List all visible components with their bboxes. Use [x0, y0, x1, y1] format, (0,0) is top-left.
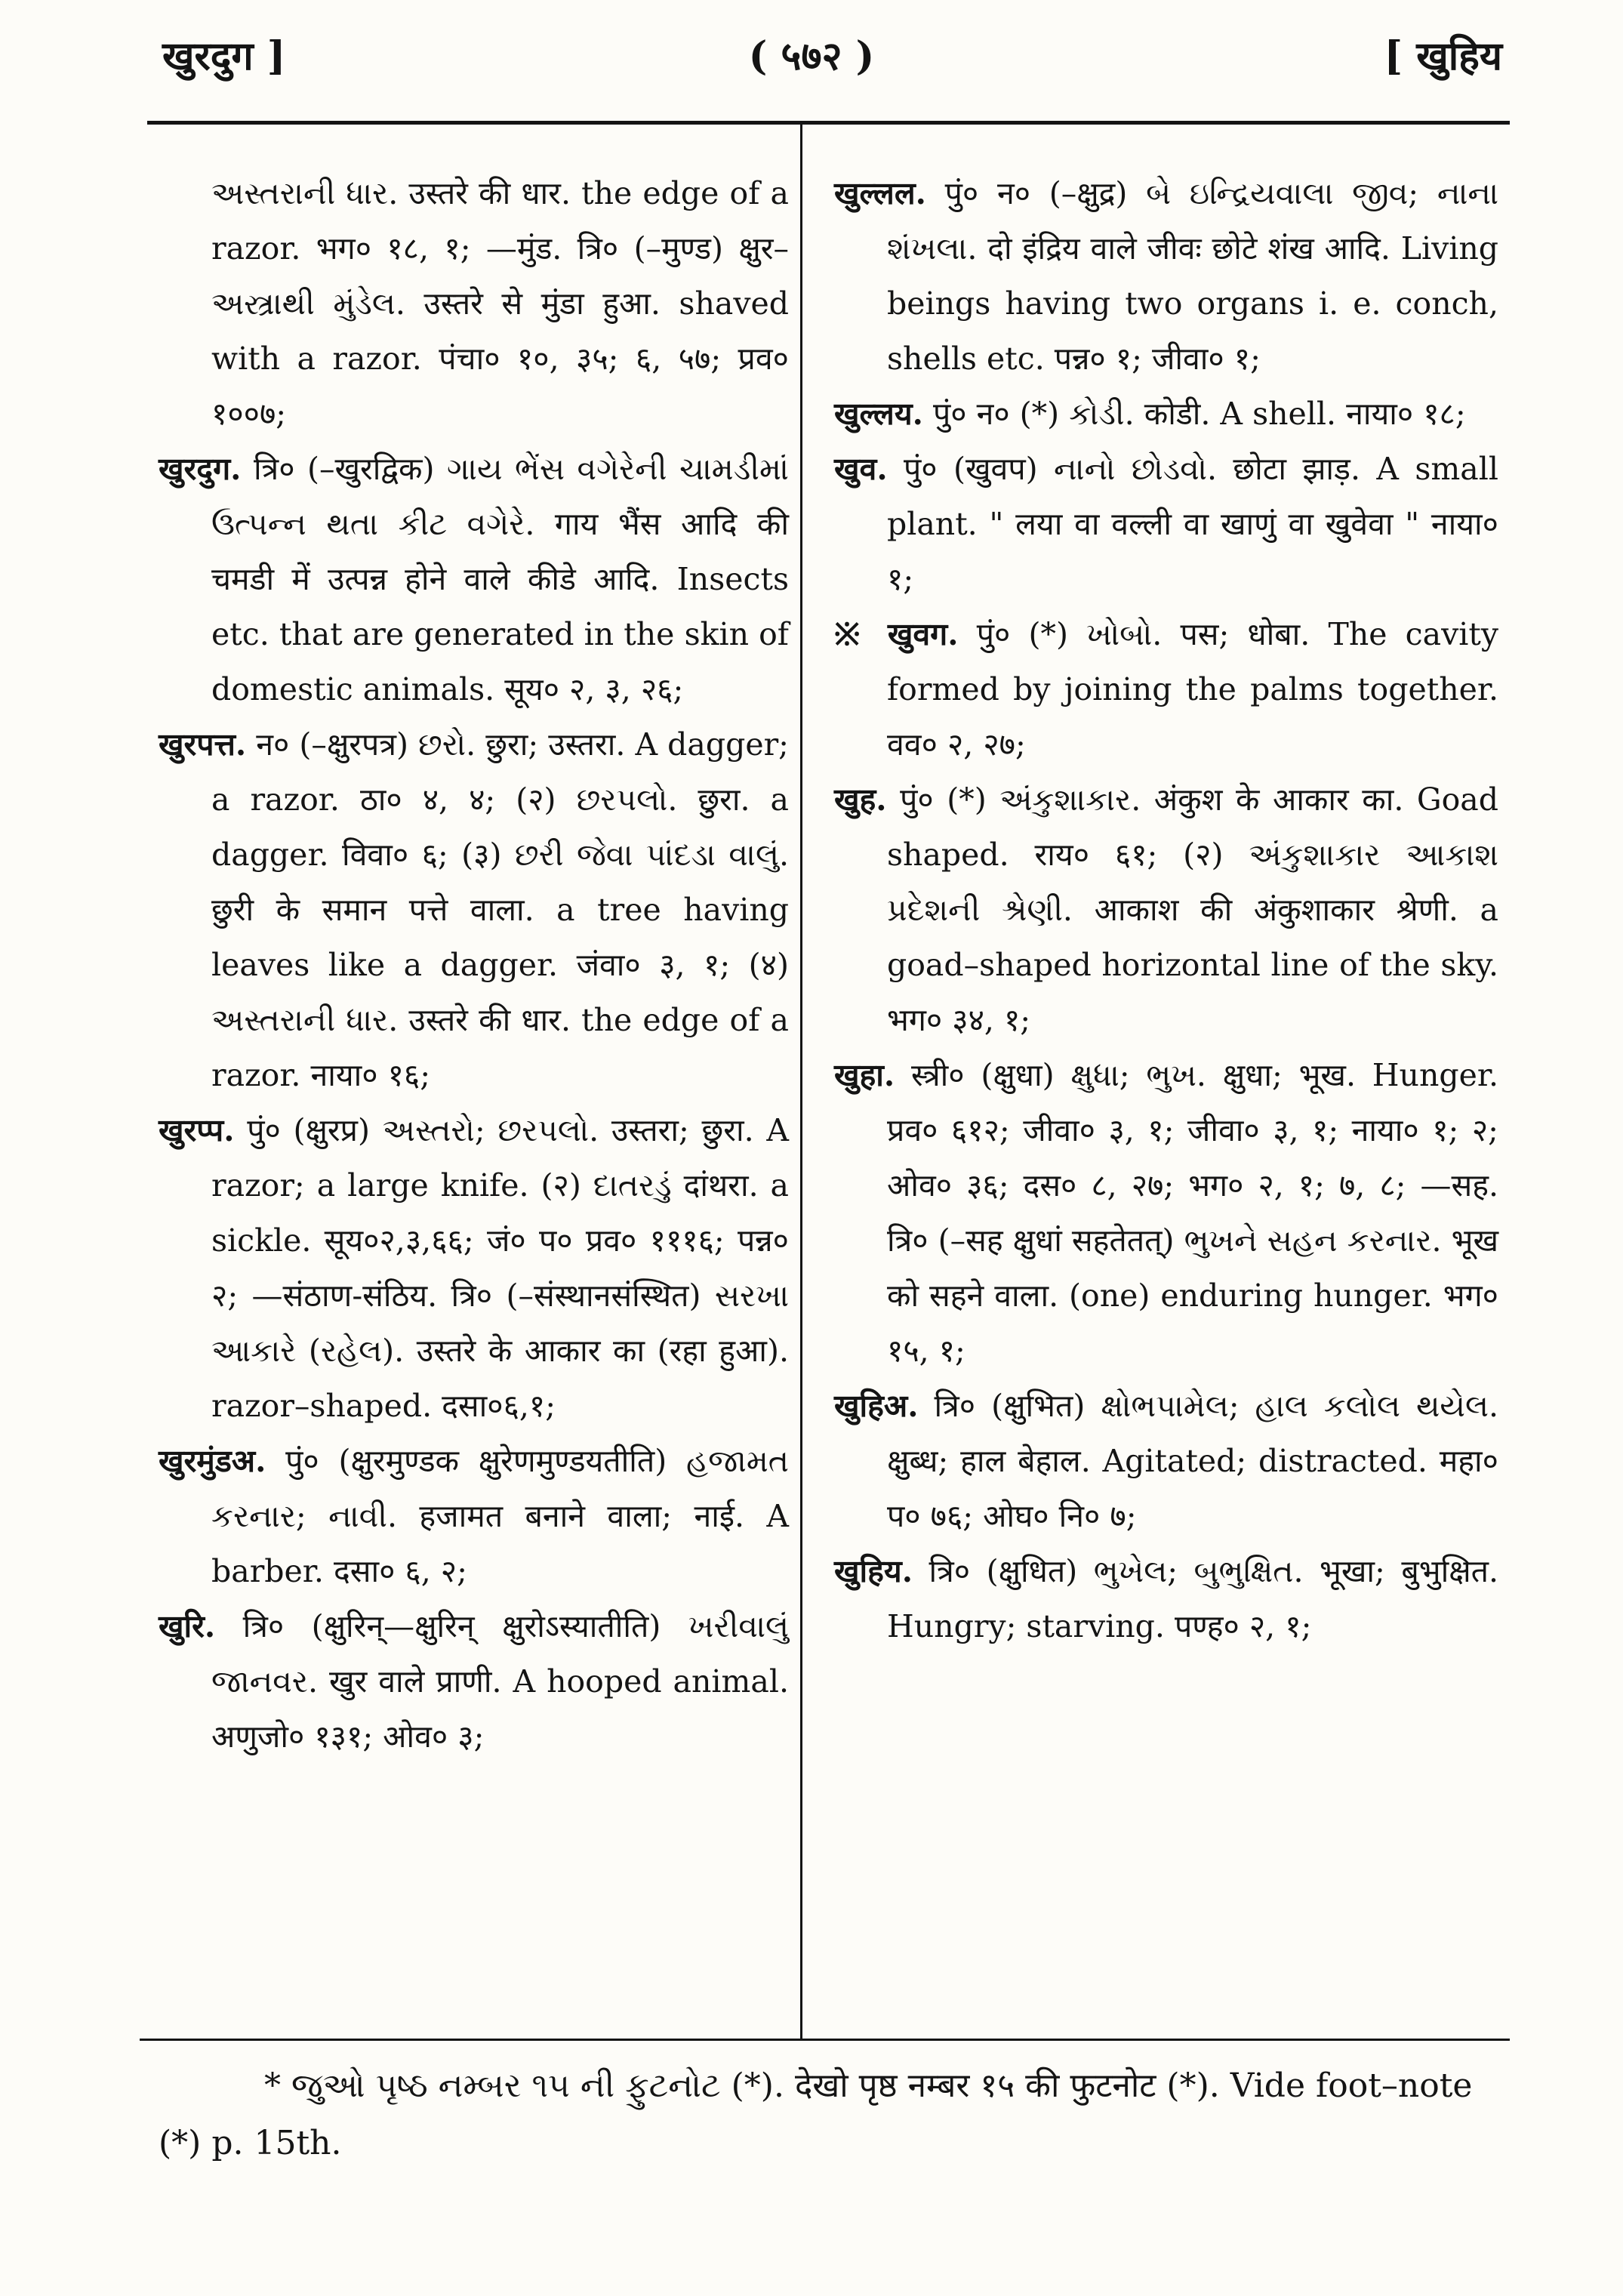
entry-headword: खुरप्प. [159, 1112, 235, 1148]
entry-headword: खुहिय. [834, 1553, 913, 1589]
page-number: ( ५७२ ) [748, 33, 875, 79]
dictionary-entry [834, 1544, 1498, 1654]
right-column [834, 166, 1498, 1654]
entry-text: त्रि० (क्षुभित) ક્ષોભપામેલ; હાલ કલોલ થયેલ. क्षुब्ध; हाल बेहाल. Agitated; distracted. महा० प० ७६; ओघ० नि० ७; [887, 1388, 1498, 1534]
header-right-guideword: [ खुहिय [1384, 33, 1502, 79]
footnote: * જુઓ પૃષ્ઠ નમ્બર ૧૫ ની ફુટનોટ (*). देखो पृष्ठ नम्बर १५ की फुटनोट (*). Vide foot–note (*) p. 15th. [159, 2066, 1473, 2162]
entry-headword: खुरदुग. [159, 451, 242, 487]
entry-text: पुं० न० (–क्षुद्र) બે ઇન્દ્રિયવાલા જીવ; નાના શંખલા. दो इंद्रिय वाले जीवः छोटे शंख आदि. Living beings having two organs i. e. conch, shells etc. पन्न० १; जीवा० १; [887, 175, 1498, 377]
dictionary-entry [159, 442, 789, 717]
entry-text: અસ્તરાની ધાર. उस्तरे की धार. the edge of a razor. भग० १८, १; —मुंड. त्रि० (–मुण्ड) क्षुर–અસ્ત્રાથી મુંડેલ. उस्तरे से मुंडा हुआ. shaved with a razor. पंचा० १०, ३५; ६, ५७; प्रव० १००७; [211, 175, 789, 432]
entry-text: न० (–क्षुरपत्र) છરો. छुरा; उस्तरा. A dagger; a razor. ठा० ४, ४; (२) છરપલો. छुरा. a dagger. विवा० ६; (३) છરી જેવા પાંદડા વાલું. छुरी के समान पत्ते वाला. a tree having leaves like a dagger. जंवा० ३, १; (४) અસ્તરાની ધાર. उस्तरे की धार. the edge of a razor. नाया० १६; [211, 726, 789, 1093]
dictionary-entry [834, 387, 1498, 442]
entry-text: त्रि० (–खुरद्विक) ગાય ભેંસ વગેરેની ચામડીમાં ઉત્પન્ન થતા કીટ વગેરે. गाय भैंस आदि की चमडी में उत्पन्न होने वाले कीडे आदि. Insects etc. that are generated in the skin of domestic animals. सूय० २, ३, २६; [211, 451, 789, 707]
entry-text: पुं० (क्षुरमुण्डक क्षुरेणमुण्डयतीति) હજામત કરનાર; નાવી. हजामत बनाने वाला; नाई. A barber. दसा० ६, २; [211, 1443, 789, 1589]
entry-headword: खुव. [834, 451, 888, 487]
entry-headword: खुरपत्त. [159, 726, 247, 763]
dictionary-entry [834, 1048, 1498, 1379]
entry-headword: खुहिअ. [834, 1388, 919, 1424]
entry-headword: खुरि. [159, 1608, 216, 1644]
entry-text: त्रि० (क्षुरिन्—क्षुरिन् क्षुरोऽस्यातीति) ખરીવાલું જાનવર. खुर वाले प्राणी. A hooped animal. अणुजो० १३१; ओव० ३; [211, 1608, 789, 1755]
dictionary-entry [159, 1434, 789, 1599]
entry-text: पुं० (*) ખોબો. पस; धोबा. The cavity formed by joining the palms together. वव० २, २७; [887, 616, 1498, 763]
dictionary-entry [159, 1599, 789, 1764]
dictionary-entry [159, 166, 789, 442]
entry-headword: खुल्लय. [834, 396, 923, 432]
dictionary-entry [834, 607, 1498, 772]
footnote-rule [140, 2039, 1510, 2041]
dictionary-entry [159, 717, 789, 1103]
dictionary-entry [834, 166, 1498, 387]
dictionary-entry [159, 1103, 789, 1434]
entry-text: त्रि० (क्षुधित) ભુખેલ; બુભુક્ષિત. भूखा; बुभुक्षित. Hungry; starving. पण्ह० २, १; [887, 1553, 1498, 1644]
entry-headword: खुहा. [834, 1057, 895, 1093]
left-column [159, 166, 789, 1764]
dictionary-entry [834, 442, 1498, 607]
entry-headword: खुरमुंडअ. [159, 1443, 266, 1479]
entry-text: पुं० (क्षुरप्र) અસ્તરો; છરપલો. उस्तरा; छुरा. A razor; a large knife. (२) દાતરડું दांथरा. a sickle. सूय०२,३,६६; जं० प० प्रव० १११६; पन्न० २; —संठाण-संठिय. त्रि० (–संस्थानसंस्थित) સરખા આકારે (રહેલ). उस्तरे के आकार का (रहा हुआ). razor–shaped. दसा०६,१; [211, 1112, 789, 1424]
entry-headword: खुह. [834, 781, 887, 818]
entry-text: पुं० (*) અંકુશાકાર. अंकुश के आकार का. Goad shaped. राय० ६१; (२) અંકુશાકાર આકાશ પ્રદેશની શ્રેણી. आकाश की अंकुशाकार श्रेणी. a goad–shaped horizontal line of the sky. भग० ३४, १; [887, 781, 1498, 1038]
entry-headword: खुल्लल. [834, 175, 926, 211]
entry-text: स्त्री० (क्षुधा) ક્ષુધા; ભુખ. क्षुधा; भूख. Hunger. प्रव० ६१२; जीवा० ३, १; जीवा० ३, १; नाया० १; २; ओव० ३६; दस० ८, २७; भग० २, १; ७, ८; —सह. त्रि० (–सह क्षुधां सहतेतत्) ભુખને સહન કરનાર. भूख को सहने वाला. (one) enduring hunger. भग० १५, १; [887, 1057, 1498, 1369]
header-rule [147, 121, 1510, 125]
entry-text: पुं० न० (*) કોડી. कोडी. A shell. नाया० १८; [932, 396, 1466, 432]
dictionary-entry [834, 772, 1498, 1048]
column-divider [800, 125, 802, 2039]
dictionary-entry [834, 1379, 1498, 1544]
entry-text: पुं० (खुवप) નાનો છોડવો. छोटा झाड़. A small plant. " लया वा वल्ली वा खाणुं वा खुवेवा " नाया० १; [887, 451, 1498, 597]
header-left-guideword: खुरदुग ] [162, 33, 286, 79]
entry-headword: ※ खुवग. [834, 616, 959, 652]
